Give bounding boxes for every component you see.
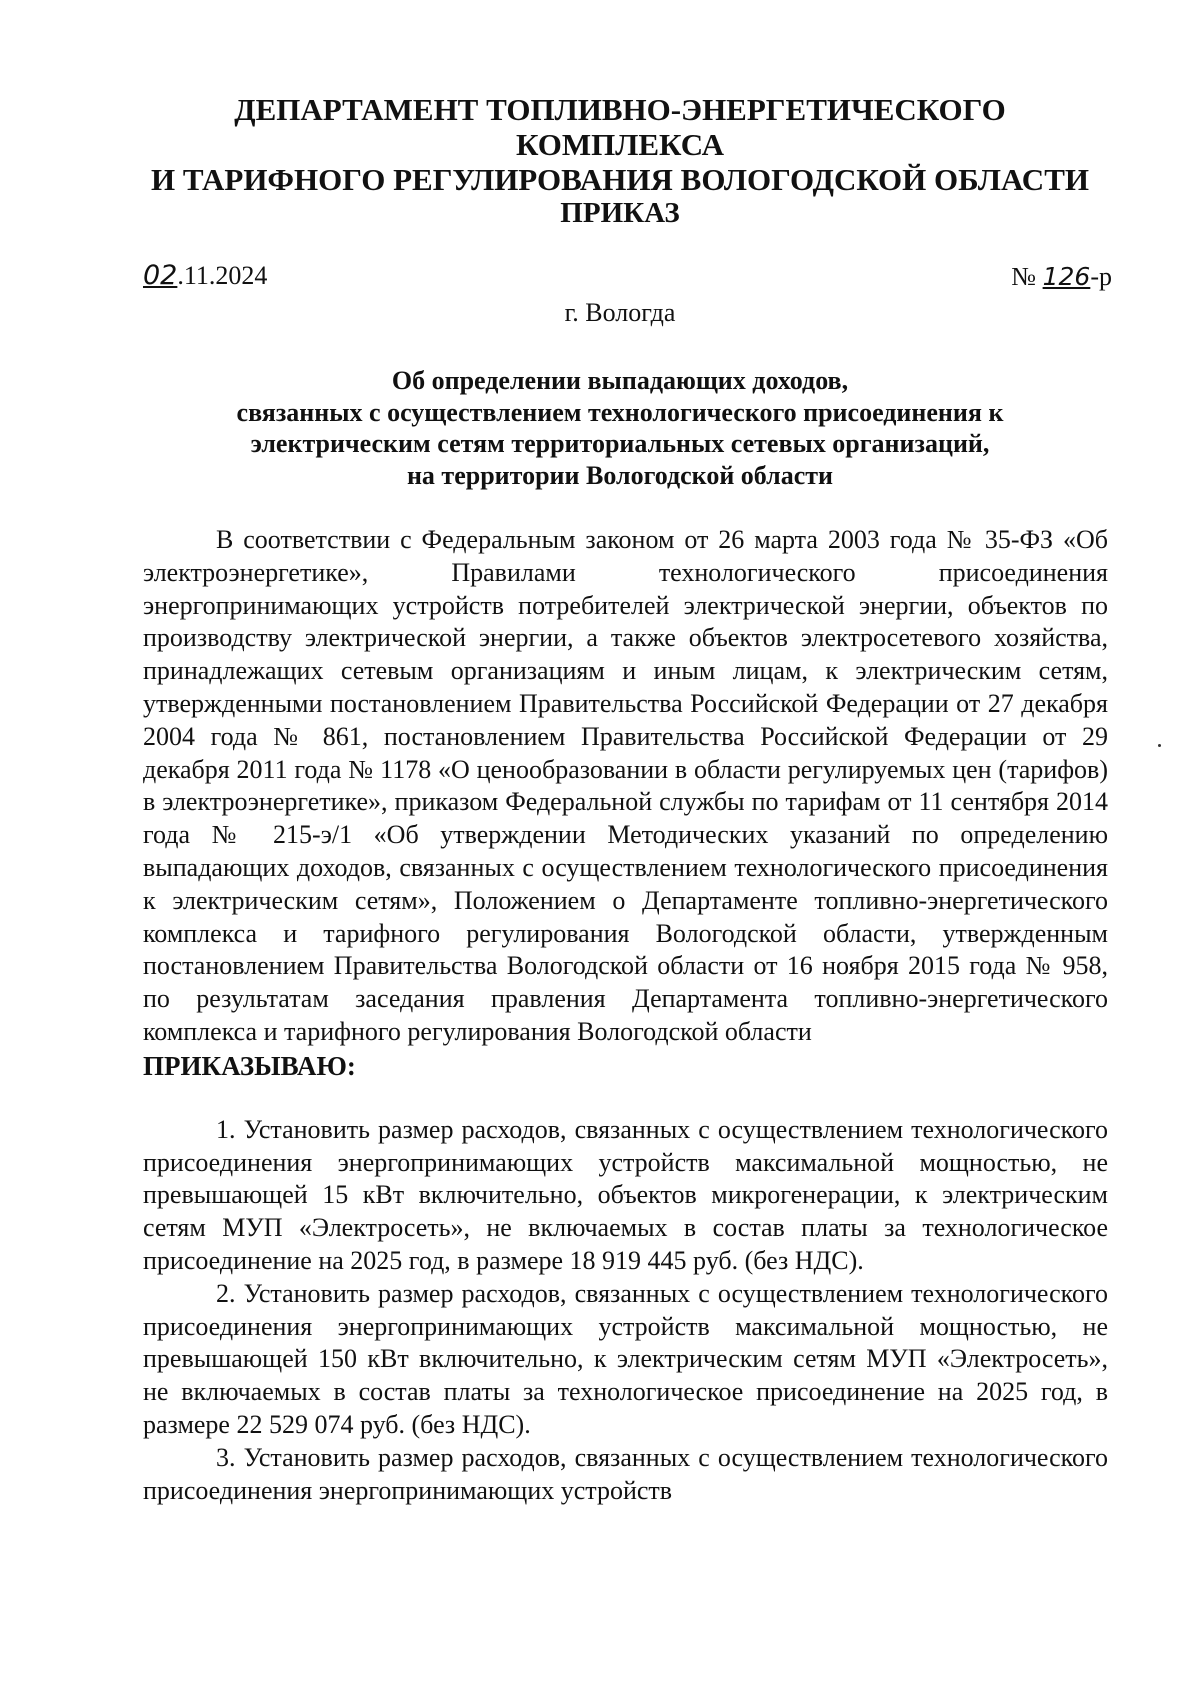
number-suffix: -р [1090,262,1112,291]
document-city: г. Вологда [564,298,676,327]
order-directive: ПРИКАЗЫВАЮ: [143,1050,356,1081]
title-line-3: электрическим сетям территориальных сетевых организаций, [250,429,990,458]
document-body [143,524,1108,1507]
order-item-1: 1. Установить размер расходов, связанных с осуществлением технологического присоединения энергопринимающих устройств максимальной мощностью, не превышающей 15 кВт включительно, объектов микрогенерации, к электрическим сетям МУП «Электросеть», не включаемых в состав платы за технологическое присоединение на 2025 год, в размере 18 919 445 руб. (без НДС). [143,1114,1108,1275]
order-item-3: 3. Установить размер расходов, связанных с осуществлением технологического присоединения энергопринимающих устройств [143,1442,1108,1505]
department-name-line-1: ДЕПАРТАМЕНТ ТОПЛИВНО-ЭНЕРГЕТИЧЕСКОГО КОМПЛЕКСА [234,92,1006,162]
spacer [143,1083,1108,1114]
document-type: ПРИКАЗ [560,197,680,229]
date-month-year: .11.2024 [177,261,268,290]
title-line-4: на территории Вологодской области [406,460,834,490]
number-sign: № [1011,262,1037,291]
scan-dot-mark [1158,744,1161,747]
document-date [143,260,267,291]
preamble-paragraph: В соответствии с Федеральным законом от 26 марта 2003 года № 35-ФЗ «Об электроэнергетике», Правилами технологического присоединения энергопринимающих устройств потребителей электрической энергии, объектов по производству электрической энергии, а также объектов электросетевого хозяйства, принадлежащих сетевым организациям и иным лицам, к электрическим сетям, утвержденными постановлением Правительства Российской Федерации от 27 декабря 2004 года № 861, постановлением Правительства Российской Федерации от 29 декабря 2011 года № 1178 «О ценообразовании в области регулируемых цен (тарифов) в электроэнергетике», приказом Федеральной службы по тарифам от 11 сентября 2014 года № 215-э/1 «Об утверждении Методических указаний по определению выпадающих доходов, связанных с осуществлением технологического присоединения к электрическим сетям», Положением о Департаменте топливно-энергетического комплекса и тарифного регулирования Вологодской области, утвержденным постановлением Правительства Вологодской области от 16 ноября 2015 года № 958, по результатам заседания правления Департамента топливно-энергетического комплекса и тарифного регулирования Вологодской области [143,525,1108,1046]
document-number [1011,262,1112,292]
title-line-2: связанных с осуществлением технологического присоединения к [236,397,1004,427]
date-day-handwritten: 02 [143,260,178,291]
document-title [140,365,1100,491]
title-line-1: Об определении выпадающих доходов, [391,366,849,395]
number-handwritten: 126 [1042,262,1091,291]
order-item-2: 2. Установить размер расходов, связанных с осуществлением технологического присоединения энергопринимающих устройств максимальной мощностью, не превышающей 150 кВт включительно, к электрическим сетям МУП «Электросеть», не включаемых в состав платы за технологическое присоединение на 2025 год, в размере 22 529 074 руб. (без НДС). [143,1278,1108,1439]
department-header [140,92,1100,197]
department-name-line-2: И ТАРИФНОГО РЕГУЛИРОВАНИЯ ВОЛОГОДСКОЙ ОБЛАСТИ [151,162,1089,197]
